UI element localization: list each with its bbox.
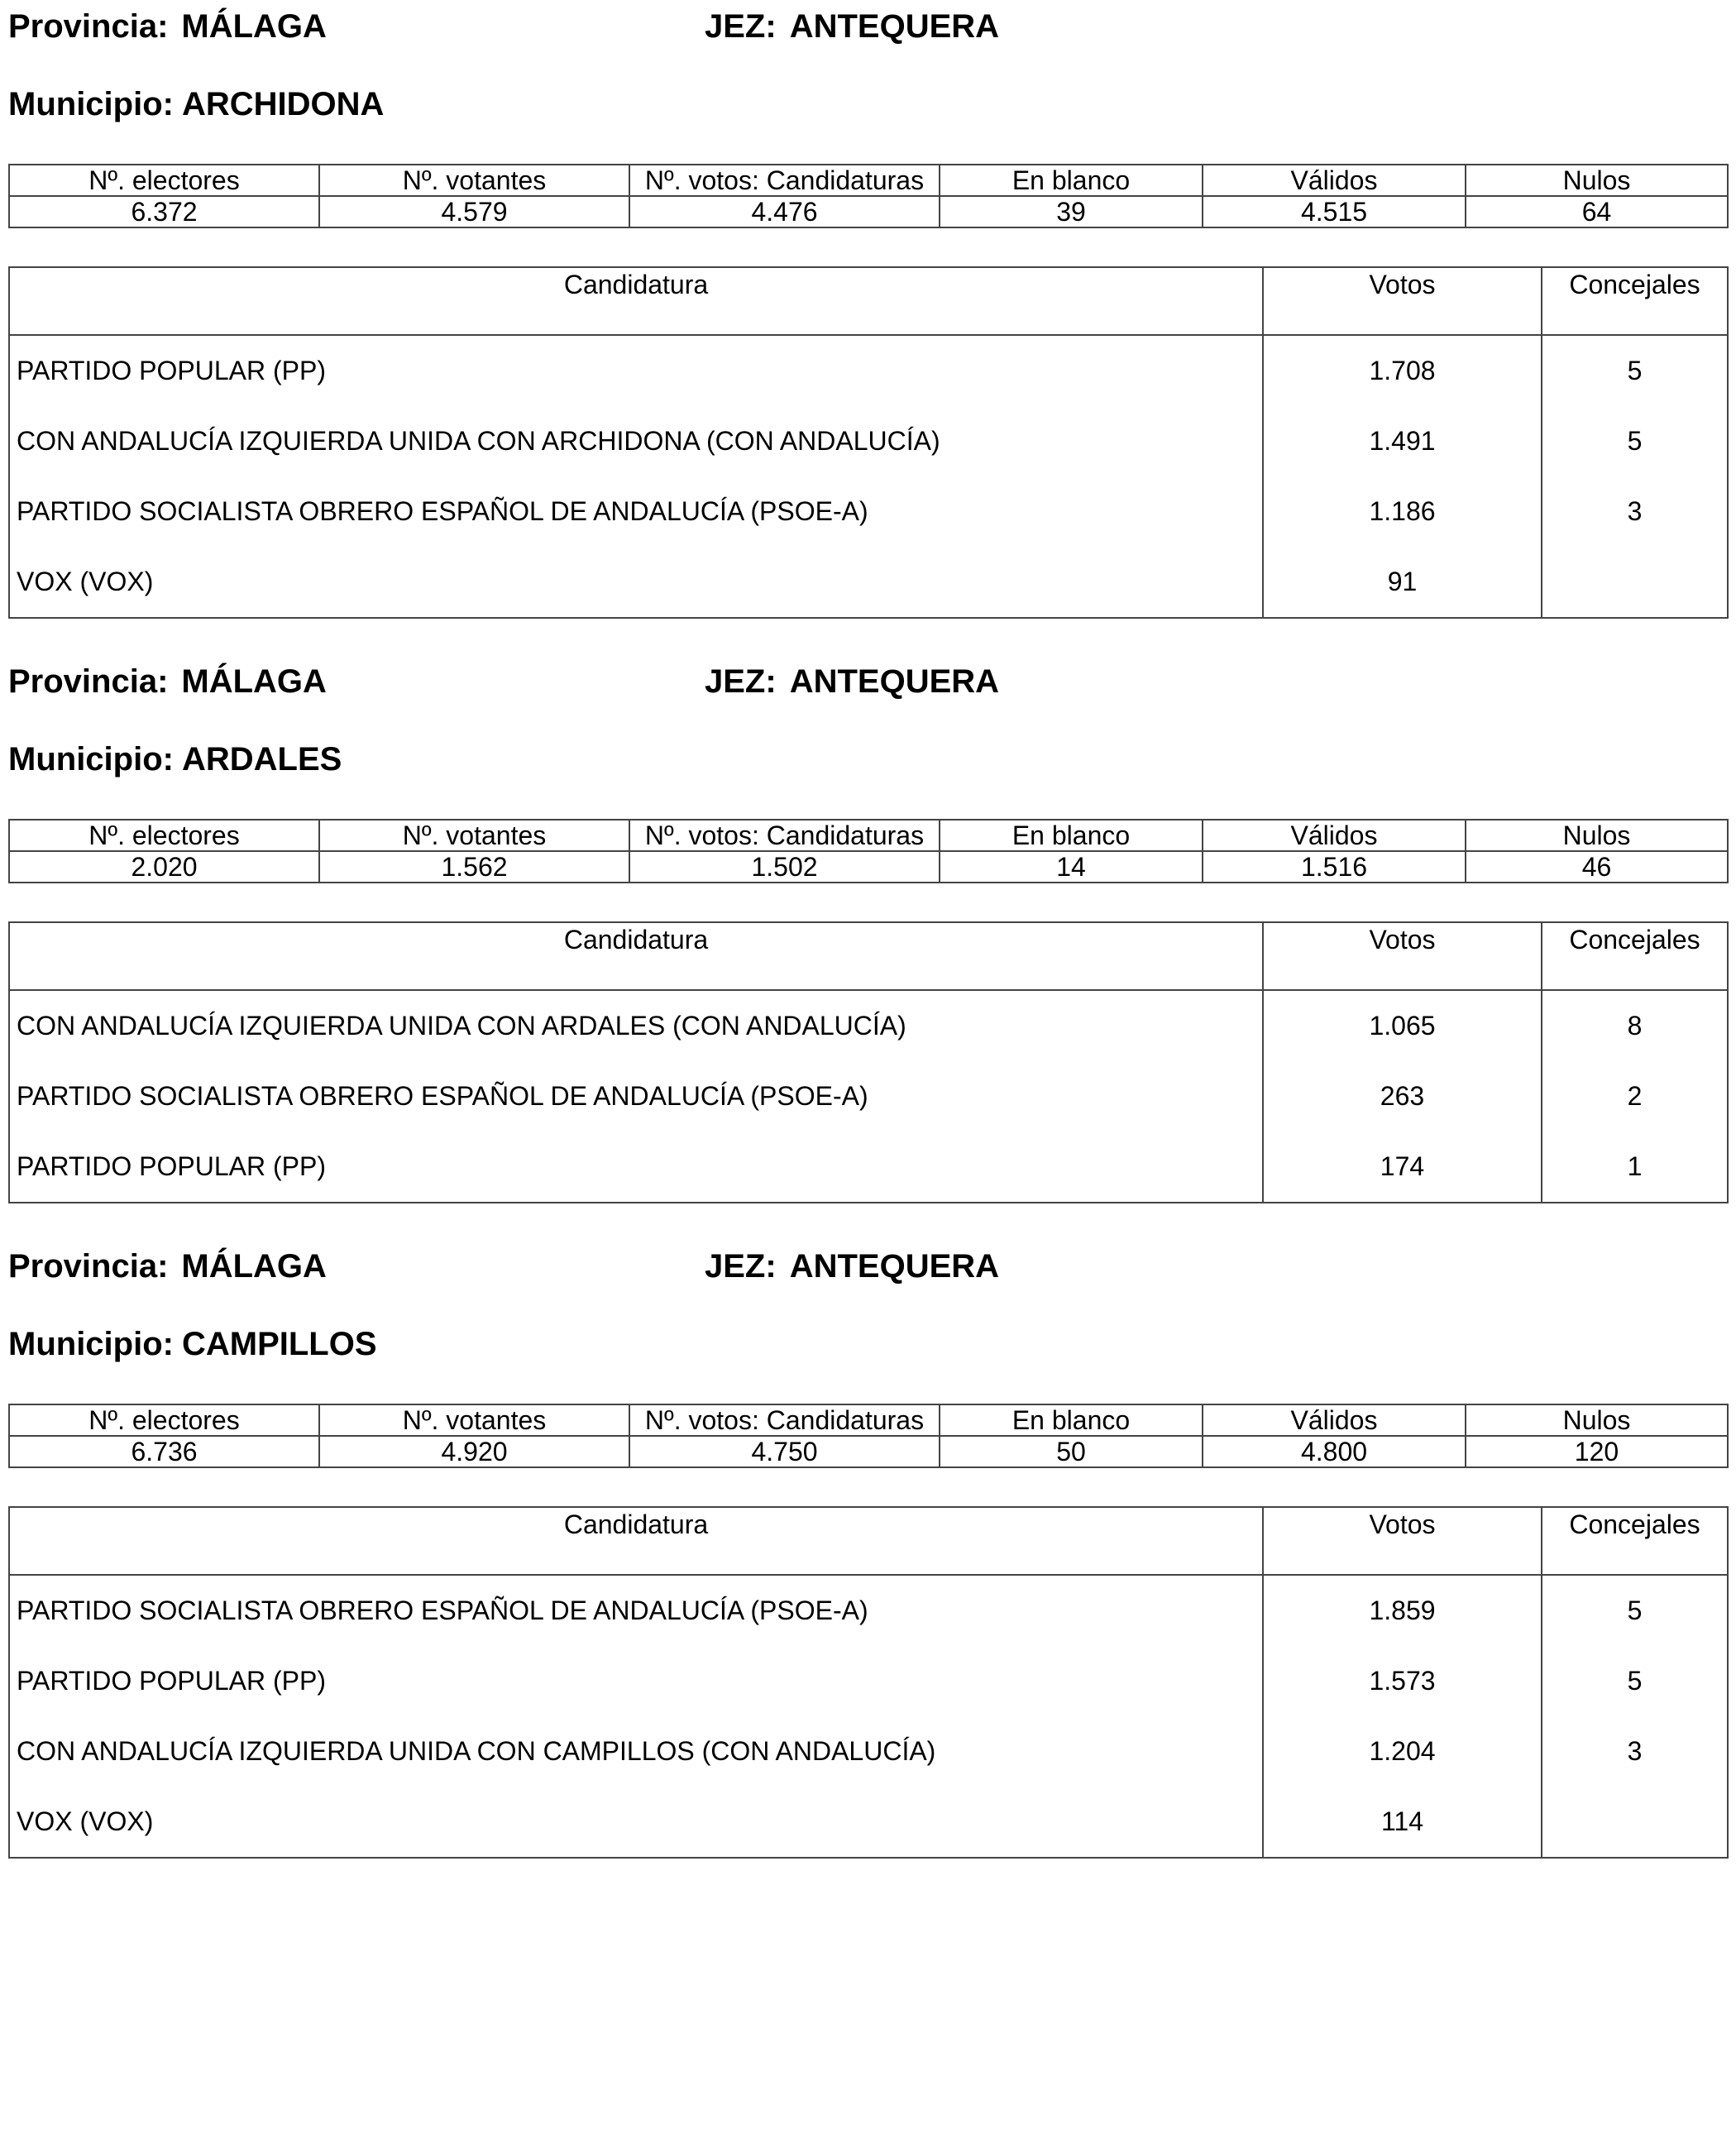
summary-value-cell: 64 [1466,196,1728,227]
summary-header-cell: Nulos [1466,165,1728,196]
candidatura-concejales: 5 [1542,335,1728,406]
summary-value-cell: 39 [940,196,1203,227]
jez-label: JEZ: [705,8,777,45]
votos-header: Votos [1263,267,1542,335]
jez-label: JEZ: [705,1248,777,1285]
summary-header-cell: Nº. votos: Candidaturas [629,165,940,196]
summary-value-cell: 1.516 [1203,851,1466,883]
votos-header: Votos [1263,922,1542,990]
jez-heading [705,662,999,701]
candidaturas-header-row [9,922,1728,990]
table-row [9,406,1728,476]
candidatura-votos: 1.204 [1263,1716,1542,1787]
concejales-header: Concejales [1542,922,1728,990]
jez-value: ANTEQUERA [789,1248,1000,1285]
candidatura-concejales: 5 [1542,1646,1728,1716]
candidatura-concejales: 5 [1542,406,1728,476]
summary-value-cell: 1.502 [629,851,940,883]
summary-value-cell: 2.020 [9,851,319,883]
summary-value-cell: 46 [1466,851,1728,883]
candidatura-name: PARTIDO SOCIALISTA OBRERO ESPAÑOL DE ANDALUCÍA (PSOE-A) [9,476,1263,547]
summary-value-cell: 1.562 [319,851,629,883]
summary-header-cell: Nulos [1466,820,1728,851]
provincia-label: Provincia: [8,1248,169,1285]
table-row [9,1646,1728,1716]
candidatura-name: VOX (VOX) [9,1787,1263,1858]
provincia-heading [8,1246,327,1286]
candidatura-votos: 174 [1263,1132,1542,1203]
candidatura-name: CON ANDALUCÍA IZQUIERDA UNIDA CON ARCHIDONA (CON ANDALUCÍA) [9,406,1263,476]
candidatura-name: PARTIDO SOCIALISTA OBRERO ESPAÑOL DE ANDALUCÍA (PSOE-A) [9,1575,1263,1646]
provincia-value: MÁLAGA [181,8,327,45]
candidatura-votos: 114 [1263,1787,1542,1858]
table-row [9,990,1728,1061]
summary-header-cell: Nº. electores [9,165,319,196]
provincia-value: MÁLAGA [181,1248,327,1285]
candidatura-concejales: 3 [1542,476,1728,547]
summary-header-cell: Nulos [1466,1404,1728,1436]
jez-value: ANTEQUERA [789,8,1000,45]
candidatura-concejales: 5 [1542,1575,1728,1646]
provincia-value: MÁLAGA [181,663,327,700]
candidatura-votos: 1.708 [1263,335,1542,406]
concejales-header: Concejales [1542,267,1728,335]
candidaturas-table [8,266,1729,619]
summary-header-cell: Nº. votantes [319,820,629,851]
summary-header-cell: Nº. electores [9,820,319,851]
table-row [9,335,1728,406]
table-row [9,1061,1728,1132]
municipio-value: CAMPILLOS [181,1326,377,1362]
summary-header-cell: Válidos [1203,820,1466,851]
provincia-label: Provincia: [8,8,169,45]
jez-label: JEZ: [705,663,777,700]
municipio-label: Municipio: [8,86,174,122]
summary-table [8,164,1729,228]
summary-header-cell: Válidos [1203,1404,1466,1436]
summary-value-cell: 4.476 [629,196,940,227]
table-row [9,1575,1728,1646]
candidaturas-header-row [9,1507,1728,1575]
candidaturas-header-row [9,267,1728,335]
summary-value-cell: 14 [940,851,1203,883]
candidatura-name: CON ANDALUCÍA IZQUIERDA UNIDA CON CAMPILLOS (CON ANDALUCÍA) [9,1716,1263,1787]
candidaturas-table [8,921,1729,1203]
municipio-heading [8,739,342,779]
candidatura-name: PARTIDO POPULAR (PP) [9,1132,1263,1203]
summary-value-row [9,196,1728,227]
provincia-heading [8,7,327,46]
summary-header-cell: En blanco [940,165,1203,196]
candidatura-concejales [1542,1787,1728,1858]
candidatura-votos: 1.491 [1263,406,1542,476]
candidatura-votos: 1.186 [1263,476,1542,547]
jez-heading [705,1246,999,1286]
provincia-heading [8,662,327,701]
summary-header-cell: Nº. votantes [319,165,629,196]
summary-value-cell: 4.579 [319,196,629,227]
summary-value-cell: 6.372 [9,196,319,227]
candidatura-concejales [1542,547,1728,618]
summary-value-cell: 4.920 [319,1436,629,1467]
candidatura-name: CON ANDALUCÍA IZQUIERDA UNIDA CON ARDALES (CON ANDALUCÍA) [9,990,1263,1061]
summary-value-cell: 4.800 [1203,1436,1466,1467]
provincia-label: Provincia: [8,663,169,700]
municipio-heading [8,1324,377,1364]
municipio-label: Municipio: [8,741,174,777]
candidatura-header: Candidatura [9,922,1263,990]
candidatura-header: Candidatura [9,267,1263,335]
candidatura-name: PARTIDO POPULAR (PP) [9,335,1263,406]
votos-header: Votos [1263,1507,1542,1575]
summary-value-cell: 120 [1466,1436,1728,1467]
summary-table [8,1404,1729,1468]
summary-value-cell: 6.736 [9,1436,319,1467]
summary-value-row [9,1436,1728,1467]
candidatura-votos: 1.065 [1263,990,1542,1061]
candidatura-name: PARTIDO POPULAR (PP) [9,1646,1263,1716]
summary-value-row [9,851,1728,883]
table-row [9,476,1728,547]
candidatura-name: PARTIDO SOCIALISTA OBRERO ESPAÑOL DE ANDALUCÍA (PSOE-A) [9,1061,1263,1132]
table-row [9,547,1728,618]
summary-header-cell: Nº. votos: Candidaturas [629,820,940,851]
municipio-label: Municipio: [8,1326,174,1362]
table-row [9,1787,1728,1858]
concejales-header: Concejales [1542,1507,1728,1575]
summary-header-row [9,165,1728,196]
summary-header-cell: Válidos [1203,165,1466,196]
jez-value: ANTEQUERA [789,663,1000,700]
candidatura-votos: 263 [1263,1061,1542,1132]
table-row [9,1132,1728,1203]
summary-table [8,819,1729,883]
candidatura-votos: 1.573 [1263,1646,1542,1716]
summary-value-cell: 4.515 [1203,196,1466,227]
summary-header-cell: Nº. votantes [319,1404,629,1436]
municipio-value: ARDALES [181,741,342,777]
candidatura-concejales: 1 [1542,1132,1728,1203]
jez-heading [705,7,999,46]
municipio-heading [8,84,384,124]
candidatura-votos: 1.859 [1263,1575,1542,1646]
summary-header-row [9,820,1728,851]
candidatura-header: Candidatura [9,1507,1263,1575]
candidatura-concejales: 8 [1542,990,1728,1061]
summary-header-row [9,1404,1728,1436]
summary-value-cell: 50 [940,1436,1203,1467]
summary-value-cell: 4.750 [629,1436,940,1467]
table-row [9,1716,1728,1787]
candidatura-concejales: 3 [1542,1716,1728,1787]
candidaturas-table [8,1506,1729,1859]
summary-header-cell: Nº. electores [9,1404,319,1436]
candidatura-name: VOX (VOX) [9,547,1263,618]
summary-header-cell: En blanco [940,820,1203,851]
summary-header-cell: Nº. votos: Candidaturas [629,1404,940,1436]
municipio-value: ARCHIDONA [181,86,385,122]
summary-header-cell: En blanco [940,1404,1203,1436]
candidatura-concejales: 2 [1542,1061,1728,1132]
candidatura-votos: 91 [1263,547,1542,618]
